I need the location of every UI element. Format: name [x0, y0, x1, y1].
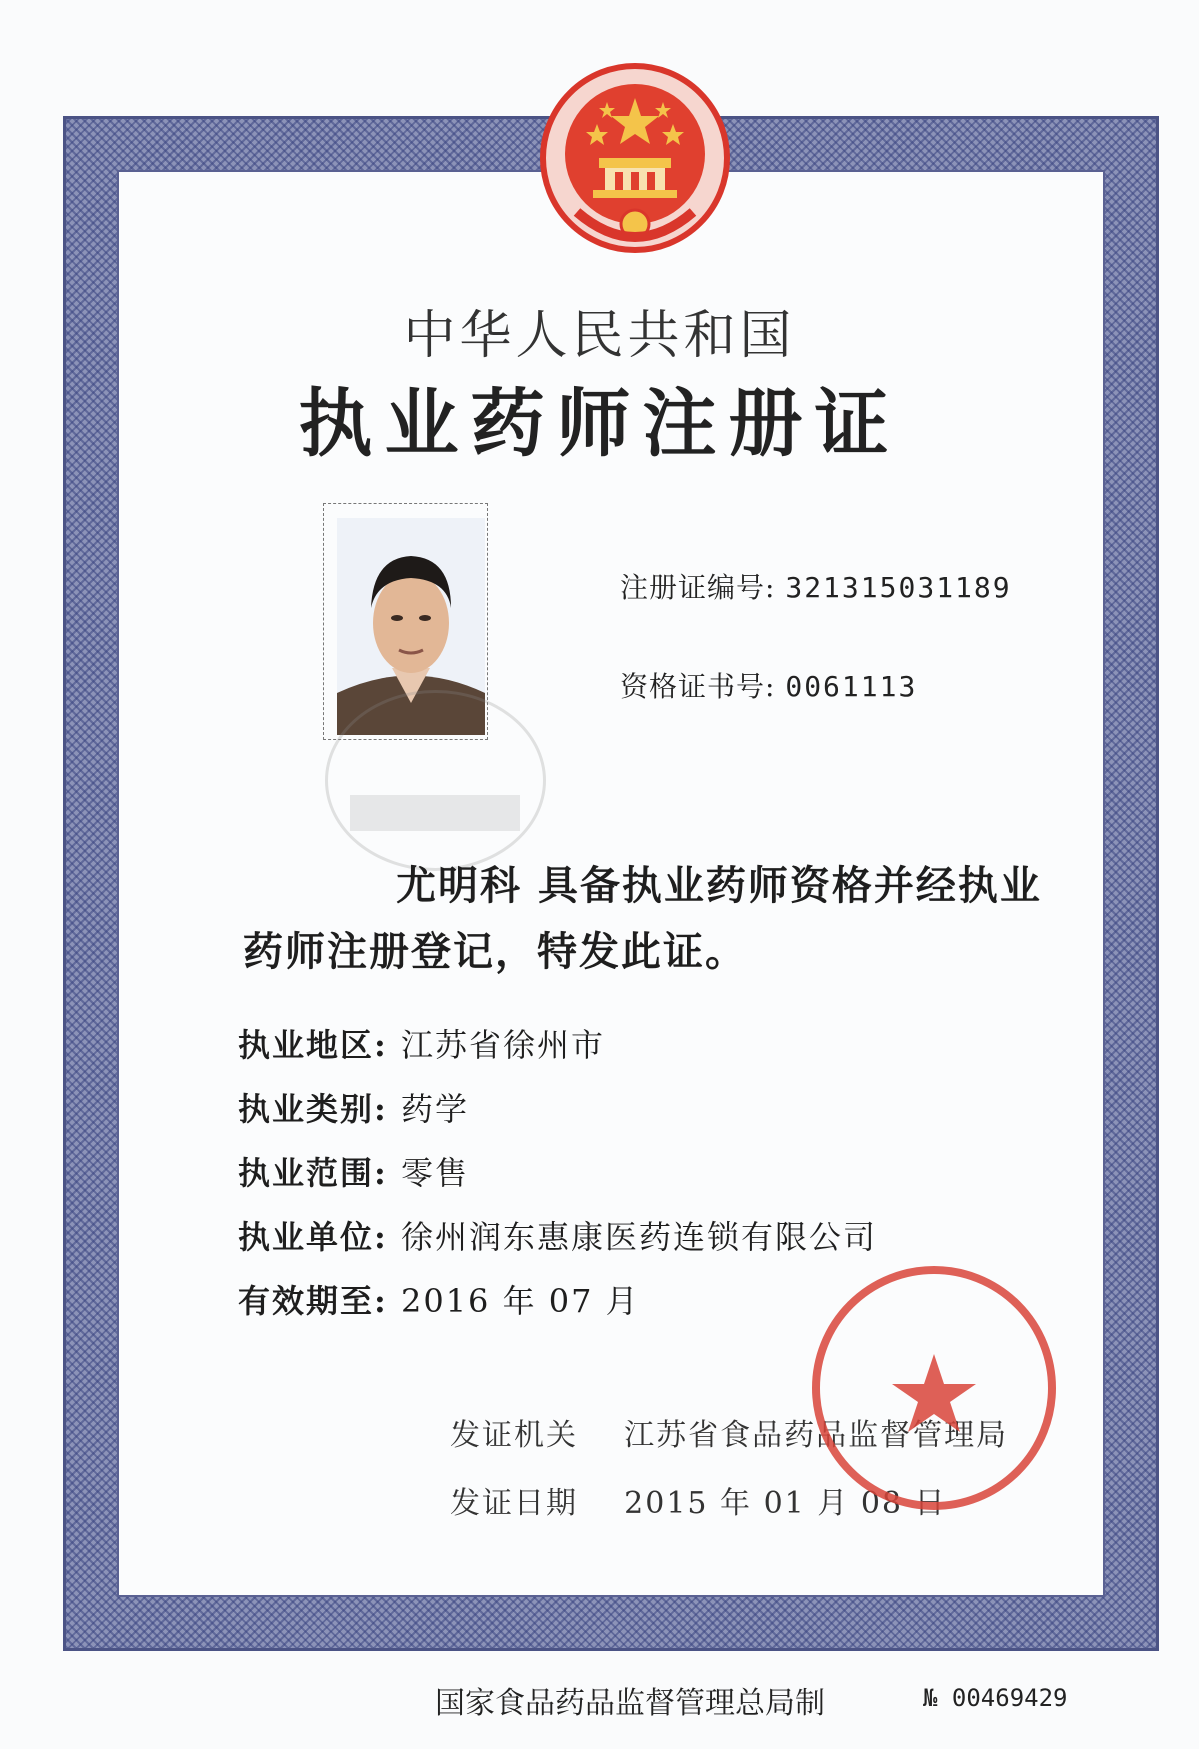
- detail-value: 江苏省徐州市: [400, 1026, 605, 1064]
- detail-value: 药学: [400, 1090, 469, 1128]
- detail-row-scope: [238, 1148, 469, 1194]
- detail-label: 执业地区:: [238, 1026, 388, 1064]
- certificate-title: 执业药师注册证: [298, 381, 901, 467]
- certification-statement: [243, 853, 1113, 985]
- issue-date-value: 2015 年 01 月 08 日: [624, 1486, 947, 1521]
- official-seal-icon: [808, 1262, 1060, 1514]
- detail-value: 零售: [400, 1154, 469, 1192]
- holder-name: 尤明科: [396, 862, 522, 909]
- registration-number-row: [620, 566, 1012, 606]
- detail-value: 2016 年 07 月: [400, 1282, 640, 1320]
- issuing-body-footer: 国家食品药品监督管理总局制: [435, 1686, 825, 1721]
- registration-number-value: 321315031189: [785, 571, 1012, 604]
- country-title: 中华人民共和国: [403, 306, 796, 366]
- issue-date-label: 发证日期: [450, 1486, 578, 1521]
- detail-row-category: [238, 1084, 469, 1130]
- national-emblem-icon: [537, 62, 733, 254]
- embossed-stamp-band: [350, 795, 520, 831]
- detail-row-unit: [238, 1212, 877, 1258]
- issuing-authority-value: 江苏省食品药品监督管理局: [624, 1418, 1009, 1453]
- detail-row-validity: [238, 1276, 640, 1322]
- detail-row-area: [238, 1020, 605, 1066]
- detail-label: 执业类别:: [238, 1090, 388, 1128]
- detail-value: 徐州润东惠康医药连锁有限公司: [400, 1218, 877, 1256]
- detail-label: 有效期至:: [238, 1282, 388, 1320]
- qualification-number-label: 资格证书号:: [620, 670, 776, 703]
- statement-line-1: 具备执业药师资格并经执业: [537, 862, 1042, 909]
- embossed-stamp: [325, 690, 546, 871]
- registration-number-label: 注册证编号:: [620, 571, 776, 604]
- certificate-serial: № 00469429: [923, 1684, 1068, 1712]
- qualification-number-value: 0061113: [785, 670, 918, 703]
- qualification-number-row: [620, 665, 917, 705]
- issuing-authority-label: 发证机关: [450, 1418, 578, 1453]
- detail-label: 执业范围:: [238, 1154, 388, 1192]
- statement-line-2: 药师注册登记，特发此证。: [243, 928, 747, 975]
- detail-label: 执业单位:: [238, 1218, 388, 1256]
